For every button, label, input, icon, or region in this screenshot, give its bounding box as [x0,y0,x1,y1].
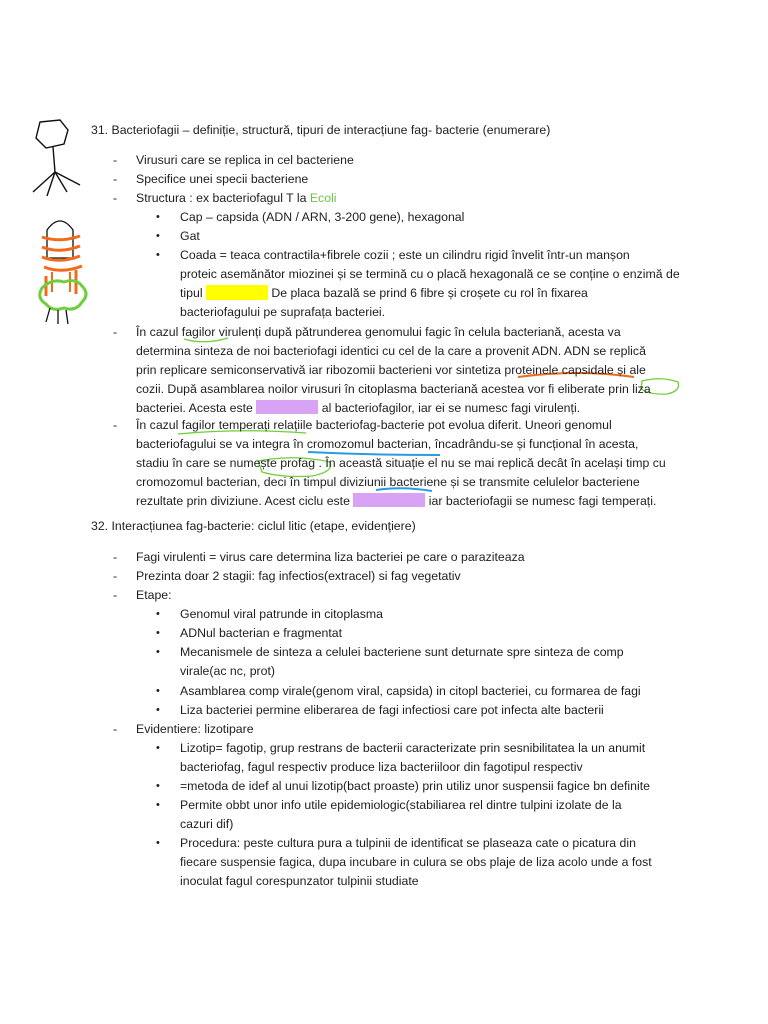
sub-list-item [156,227,675,246]
sub-list-item [156,246,680,322]
text-line [136,492,681,511]
sub-list-item [156,682,675,701]
dash-bullet: - [113,191,118,205]
text-line: bacteriofag, fagul respectiv produce liza bacteriiloor din fagotipul respectiv [180,760,583,774]
item-text: Genomul viral patrunde in citoplasma [180,607,384,621]
list-item [113,586,681,605]
list-item [113,151,681,170]
dot-bullet: • [156,249,160,261]
q32-heading: 32. Interacțiunea fag-bacterie: ciclul litic (etape, evidențiere) [91,519,416,533]
dot-bullet: • [156,627,160,639]
bacteriophage-doodle-black [33,120,80,196]
purple-highlight-redaction [353,493,425,507]
item-text: Asamblarea comp virale(genom viral, capsida) in citopl bacteriei, cu formarea de fagi [180,684,641,698]
item-text: Structura : ex bacteriofagul T la [136,191,310,205]
dot-bullet: • [156,685,160,697]
list-item [113,567,681,586]
list-item [113,170,681,189]
item-text: ADNul bacterian e fragmentat [180,626,342,640]
list-item-virulent-phages [113,323,681,418]
purple-highlight-redaction [256,400,318,414]
text-line: inoculat fagul corespunzator tulpinii studiate [180,874,419,888]
dot-bullet: • [156,646,160,658]
dash-bullet: - [113,153,118,167]
list-item [113,720,681,739]
item-text: Specifice unei specii bacteriene [136,172,309,186]
dash-bullet: - [113,588,118,602]
text-line: bacteriofagului pe suprafața bacteriei. [180,305,386,319]
q31-heading: 31. Bacteriofagii – definiție, structură, tipuri de interacțiune fag- bacterie (enumerare) [91,123,551,137]
text-line: cozii. După asamblarea noilor virusuri în citoplasma bacteriană acestea vor fi eliberate prin liza [136,382,651,396]
text-line: determina sinteza de noi bacteriofagi identici cu cel de la care a provenit ADN. ADN se replică [136,344,646,358]
dot-bullet: • [156,837,160,849]
text-fragment: rezultate prin diviziune. Acest ciclu este [136,494,354,508]
text-line: virale(ac nc, prot) [180,664,275,678]
item-text: Evidentiere: lizotipare [136,722,254,736]
text-line: fiecare suspensie fagica, dupa incubare in culura se obs plaje de liza acolo unde a fost [180,855,652,869]
text-line: cromozomul bacterian, deci în timpul diviziunii bacteriene și se transmite celulelor bacteriene [136,475,640,489]
text-line: prin replicare semiconservativă iar ribozomii bacterieni vor sintetiza proteinele capsidale și ale [136,363,646,377]
text-line: cazuri dif) [180,817,234,831]
text-line [180,284,675,303]
text-line: proteic asemănător miozinei și se termină cu o placă hexagonală ce se conține o enzimă de [180,267,680,281]
text-line: Coada = teaca contractila+fibrele cozii ; este un cilindru rigid învelit într-un manșon [180,248,630,262]
text-fragment: al bacteriofagilor, iar ei se numesc fagi virulenți. [318,401,581,415]
dash-bullet: - [113,550,118,564]
sub-list-item [156,796,675,834]
item-text: Prezinta doar 2 stagii: fag infectios(extracel) si fag vegetativ [136,569,461,583]
list-item-temperate-phages [113,416,681,511]
text-line: Mecanismele de sinteza a celulei bacteriene sunt deturnate spre sinteza de comp [180,645,624,659]
dash-bullet: - [113,418,118,432]
sub-list-item [156,624,675,643]
dash-bullet: - [113,172,118,186]
sub-list-item [156,834,675,891]
text-line: În cazul fagilor temperați relațiile bacteriofag-bacterie pot evolua diferit. Uneori genomul [136,418,612,432]
dot-bullet: • [156,608,160,620]
sub-list-item [156,777,675,796]
sub-list-item [156,701,675,720]
text-line: Permite obbt unor info utile epidemiologic(stabiliarea rel dintre tulpini izolate de la [180,798,622,812]
item-text: Liza bacteriei permine eliberarea de fagi infectiosi care pot infecta alte bacterii [180,703,604,717]
text-fragment: De placa bazală se prind 6 fibre și croșete cu rol în fixarea [267,286,588,300]
item-text: Gat [180,229,200,243]
sub-list-item [156,605,675,624]
bacteriophage-doodle-colored [40,221,86,324]
dot-bullet: • [156,799,160,811]
dot-bullet: • [156,211,160,223]
item-text: Etape: [136,588,172,602]
dot-bullet: • [156,230,160,242]
yellow-highlight-redaction [206,285,268,300]
dash-bullet: - [113,722,118,736]
list-item [113,548,681,567]
text-line: În cazul fagilor virulenți după pătrunderea genomului fagic în celula bacteriană, acesta va [136,325,621,339]
dot-bullet: • [156,704,160,716]
item-text: Cap – capsida (ADN / ARN, 3-200 gene), hexagonal [180,210,465,224]
text-line: Lizotip= fagotip, grup restrans de bacterii caracterizate prin sesnibilitatea la un anumit [180,741,646,755]
item-text: Virusuri care se replica in cel bacteriene [136,153,354,167]
sub-list-item [156,739,675,777]
text-fragment: iar bacteriofagii se numesc fagi temperați. [425,494,657,508]
text-line: bacteriofagului se va integra în cromozomul bacterian, încadrându-se și funcțional în acesta, [136,437,639,451]
dot-bullet: • [156,780,160,792]
dot-bullet: • [156,742,160,754]
item-text: =metoda de idef al unui lizotip(bact proaste) prin utiliz unor suspensii fagice bn definite [180,779,650,793]
sub-list-item [156,208,675,227]
dash-bullet: - [113,569,118,583]
text-fragment: tipul [180,286,206,300]
text-fragment: bacteriei. Acesta este [136,401,257,415]
dash-bullet: - [113,325,118,339]
text-line: stadiu în care se numește profag . În această situație el nu se mai replică decât în același timp cu [136,456,666,470]
list-item [113,189,681,208]
text-line: Procedura: peste cultura pura a tulpinii de identificat se plaseaza cate o picatura din [180,836,636,850]
sub-list-item [156,643,675,681]
item-text: Fagi virulenti = virus care determina liza bacteriei pe care o paraziteaza [136,550,525,564]
ecoli-term: Ecoli [309,191,337,205]
